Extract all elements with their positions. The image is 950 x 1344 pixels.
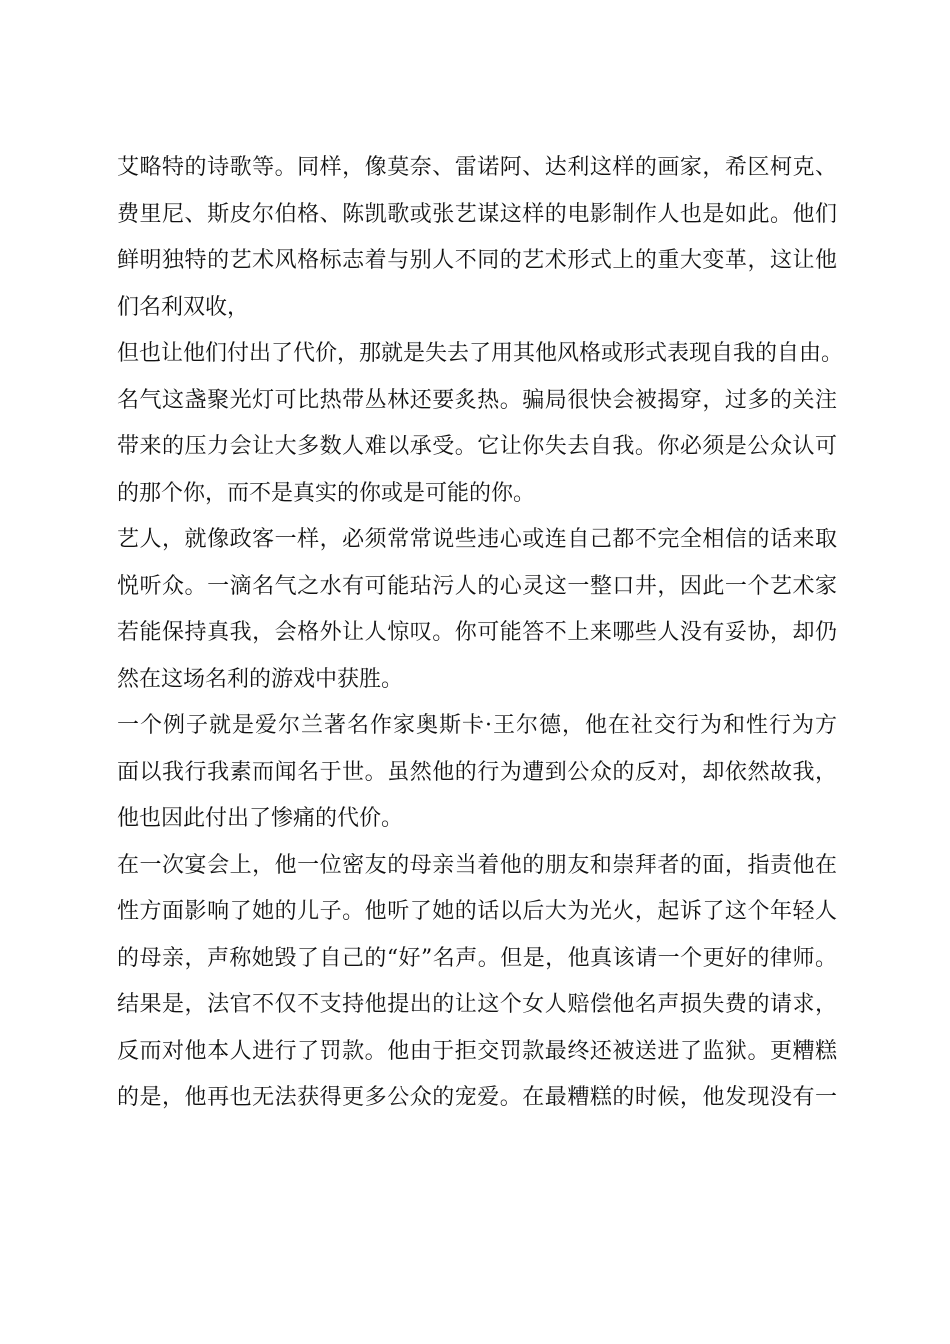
text-line: 们名利双收，: [117, 294, 250, 320]
text-line: 的母亲，声称她毁了自己的“好”名声。但是，他真该请一个更好的律师。: [117, 945, 837, 971]
text-line: 艾略特的诗歌等。同样，像莫奈、雷诺阿、达利这样的画家，希区柯克、: [117, 155, 837, 180]
text-line: 带来的压力会让大多数人难以承受。它让你失去自我。你必须是公众认可: [117, 434, 837, 459]
text-line: 的那个你，而不是真实的你或是可能的你。: [117, 480, 536, 506]
text-line: 费里尼、斯皮尔伯格、陈凯歌或张艺谋这样的电影制作人也是如此。他们: [117, 201, 837, 227]
text-line: 艺人，就像政客一样，必须常常说些违心或连自己都不完全相信的话来取: [117, 527, 837, 552]
text-line: 的是，他再也无法获得更多公众的宠爱。在最糟糕的时候，他发现没有一: [117, 1085, 837, 1110]
text-line: 但也让他们付出了代价，那就是失去了用其他风格或形式表现自我的自由。: [117, 341, 844, 366]
text-line: 名气这盏聚光灯可比热带丛林还要炙热。骗局很快会被揭穿，过多的关注: [117, 387, 837, 413]
text-line: 性方面影响了她的儿子。他听了她的话以后大为光火，起诉了这个年轻人: [117, 899, 837, 924]
text-line: 面以我行我素而闻名于世。虽然他的行为遭到公众的反对，却依然故我，: [117, 759, 837, 785]
text-line: 他也因此付出了惨痛的代价。: [117, 806, 404, 831]
body-text: [117, 145, 844, 1122]
text-line: 一个例子就是爱尔兰著名作家奥斯卡·王尔德，他在社交行为和性行为方: [117, 713, 837, 738]
text-line: 反而对他本人进行了罚款。他由于拒交罚款最终还被送进了监狱。更糟糕: [117, 1038, 837, 1064]
text-line: 然在这场名利的游戏中获胜。: [117, 666, 404, 692]
text-line: 悦听众。一滴名气之水有可能玷污人的心灵这一整口井，因此一个艺术家: [117, 573, 837, 599]
text-line: 若能保持真我，会格外让人惊叹。你可能答不上来哪些人没有妥协，却仍: [117, 620, 837, 645]
text-line: 鲜明独特的艺术风格标志着与别人不同的艺术形式上的重大变革，这让他: [117, 248, 837, 273]
text-line: 结果是，法官不仅不支持他提出的让这个女人赔偿他名声损失费的请求，: [117, 992, 837, 1017]
text-line: 在一次宴会上，他一位密友的母亲当着他的朋友和崇拜者的面，指责他在: [117, 852, 837, 878]
